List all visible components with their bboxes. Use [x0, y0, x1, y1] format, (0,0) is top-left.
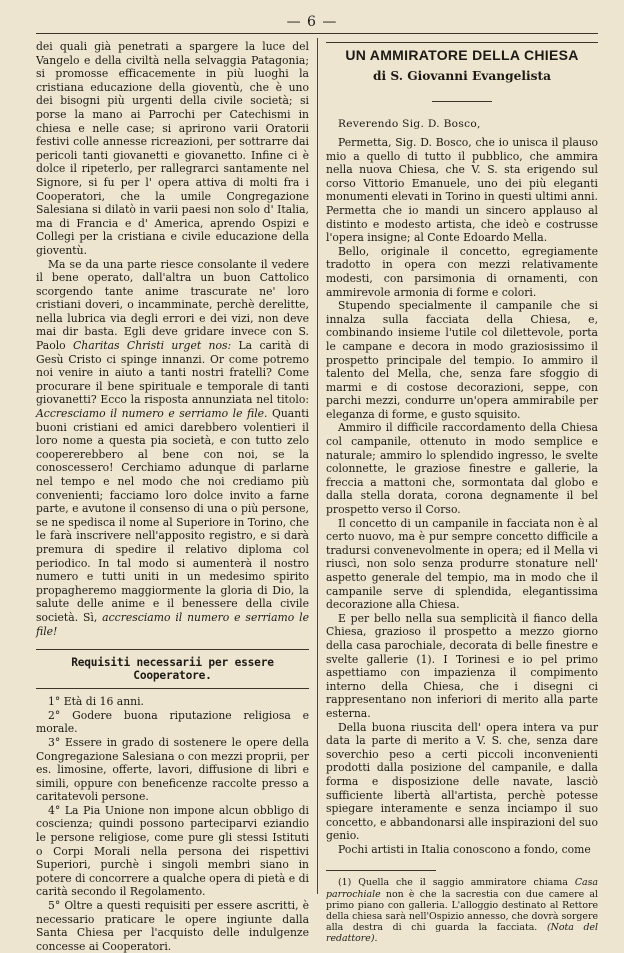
- latin-quote: Charitas Christi urget nos:: [73, 339, 232, 353]
- body-text: La carità di Gesù Cristo ci spinge innanzi. Or come potremo noi venire in aiuto a tanti nostri fratelli? Come procurare il bene spirituale e temporale di tanti giovanetti? Ecco la risposta annunziata nel titolo:: [36, 339, 310, 407]
- footnote-rule: [326, 870, 436, 871]
- footnote-italic: Casa parrochiale: [326, 877, 599, 900]
- footnote: [326, 877, 598, 944]
- right-column: [326, 40, 598, 945]
- column-divider: [317, 38, 318, 894]
- letter-paragraph: Bello, originale il concetto, egregiamente tradotto in opera con mezzi relativamente modesti, con parsimonia di ornamenti, con ammirevole armonia di forme e colori.: [326, 244, 598, 299]
- letter-paragraph: E per bello nella sua semplicità il fianco della Chiesa, grazioso il prospetto a mezzo giorno della casa parochiale, decorata di belle finestre e svelte gallerie (1). I Torinesi e io pel primo aspettiamo con impazienza il compimento interno della Chiesa, che i disegni ci rappresentano non inferiori di merito alla parte esterna.: [326, 611, 598, 720]
- salutation: Reverendo Sig. D. Bosco,: [338, 118, 481, 130]
- requisito-item: 2° Godere buona riputazione religiosa e morale.: [36, 708, 309, 736]
- requisito-item: 3° Essere in grado di sostenere le opere della Congregazione Salesiana o con mezzi proprii, per es. limosine, offerte, lavori, diffusione di libri e simili, oppure con beneficenze raccolte presso a caritatevoli persone.: [36, 735, 309, 804]
- letter-paragraph: Pochi artisti in Italia conoscono a fondo, come: [338, 842, 591, 856]
- left-column: [36, 40, 309, 953]
- page-number: — 6 —: [286, 14, 338, 30]
- section-separator: [36, 649, 309, 650]
- letter-paragraph: Permetta, Sig. D. Bosco, che io unisca il plauso mio a quello di tutto il pubblico, che ammira nella nuova Chiesa, che V. S. sta erigendo sul corso Vittorio Emanuele, uno dei più eleganti monumenti elevati in Torino in questi ultimi anni. Permetta che io mandi un sincero applauso al distinto e modesto artista, che ideò e costrusse l'opera insigne; al Conte Edoardo Mella.: [326, 136, 598, 245]
- requisiti-title: Requisiti necessarii per essere Cooperatore.: [71, 656, 274, 683]
- requisito-item: 4° La Pia Unione non impone alcun obbligo di coscienza; quindi possono parteciparvi eziandio le persone religiose, come pure gli stessi Istituti o Corpi Morali nella persona dei rispettivi Superiori, purchè i singoli membri siano in potere di concorrere a qualche opera di pietà e di carità secondo il Regolamento.: [36, 803, 309, 899]
- requisiti-list: [36, 695, 309, 953]
- intro-paragraph: dei quali già penetrati a spargere la luce del Vangelo e della civiltà nella selvaggia Patagonia; si promosse efficacemente in più luoghi la cristiana educazione della gioventù, che è uno dei bisogni più urgenti della civile società; si porse la mano ai Parrochi per Catechismi in chiesa e nelle case; si aprirono varii Oratorii festivi colle annesse ricreazioni, per sottrarre dai pericoli tanti giovanetti e giovanetto. Infine ci è dolce il ripeterlo, per rallegrarci santamente nel Signore, si fu per l' opera attiva di molti fra i Cooperatori, che la umile Congregazione Salesiana si dilatò in varii paesi non solo d' Italia, ma di Francia e d' America, aprendo Ospizi e Collegi per la cristiana e civile educazione della gioventù.: [36, 40, 309, 257]
- motto-closing: accresciamo il numero e serriamo le file!: [36, 610, 309, 638]
- header-rule: [36, 33, 598, 34]
- title-rule-top: [326, 42, 598, 43]
- body-paragraph: [36, 258, 309, 639]
- footnote-text: non è che la sacrestia con due camere al primo piano con galleria. L'alloggio destinato al Rettore della chiesa sarà nell'Ospizio annesso, che dovrà sorgere alla destra di chi guarda la facciata.: [326, 888, 599, 934]
- body-text: Ma se da una parte riesce consolante il vedere il bene operato, dall'altra un buon Cattolico scorgendo tante anime trascurate ne' loro cristiani doveri, o incamminate, perchè derelitte, nella lubrica via degli errori e dei vizi, non deve mai dir basta. Egli deve gridare invece con S. Paolo: [36, 257, 309, 353]
- motto: Accresciamo il numero e serriamo le file.: [36, 407, 268, 421]
- letter-paragraph: Stupendo specialmente il campanile che si innalza sulla facciata della Chiesa, e, combinando insieme l'utile col dilettevole, porta le campane e decora in modo graziosissimo il prospetto principale del tempio. Io ammiro il talento del Mella, che, senza fare sfoggio di marmi e di costose decorazioni, seppe, con parchi mezzi, condurre un'opera ammirabile per eleganza di forme, e gusto squisito.: [326, 299, 598, 421]
- footnote-note: (Nota del redattore).: [326, 922, 599, 945]
- footnote-text: (1) Quella che il saggio ammiratore chiama: [338, 877, 568, 889]
- body-text: Quanti buoni cristiani ed amici darebbero volentieri il loro nome a questa pia società, e con tutto zelo coopererebbero al bene con noi, se la conoscessero! Cerchiamo adunque di parlarne nel tempo e nel modo che noi crediamo più convenienti; facciamo loro dolce invito a farne parte, e avutone il consenso di una o più persone, se ne spedisca il nome al Superiore in Torino, che le farà inscrivere nell'apposito registro, e si darà premura di spedire il relativo diploma col periodico. In tal modo si aumenterà il nostro numero e tutti uniti in un medesimo spirito propagheremo maggiormente la gloria di Dio, la salute delle anime e il benessere della civile società. Sì,: [36, 407, 309, 624]
- short-rule: [432, 101, 492, 102]
- article-subtitle: di S. Giovanni Evangelista: [372, 69, 552, 83]
- letter-paragraph: Il concetto di un campanile in facciata non è al certo nuovo, ma è pur sempre concetto difficile a tradursi convenevolmente in opera; ed il Mella vi riuscì, non solo senza produrre stonature nell' aspetto generale del tempio, ma in modo che il campanile serve di splendida, elegantissima decorazione alla Chiesa.: [326, 516, 598, 612]
- letter-paragraph: Della buona riuscita dell' opera intera va pur data la parte di merito a V. S. che, senza dare soverchio peso a certi piccoli inconvenienti prodotti dalla posizione del campanile, e dalla forma e disposizione delle navate, lasciò sufficiente libertà all'artista, perchè potesse spiegare interamente e senza inciampo il suo concetto, e abbandonarsi alle inspirazioni del suo genio.: [326, 720, 598, 843]
- requisito-item: 5° Oltre a questi requisiti per essere ascritti, è necessario praticare le opere ingiunte dalla Santa Chiesa per l'acquisto delle indulgenze concesse ai Cooperatori.: [36, 899, 309, 953]
- section-separator: [36, 688, 309, 689]
- article-title: UN AMMIRATORE DELLA CHIESA: [345, 47, 579, 63]
- requisito-item: 1° Età di 16 anni.: [48, 695, 144, 709]
- letter-paragraph: Ammiro il difficile raccordamento della Chiesa col campanile, ottenuto in modo semplice e naturale; ammiro lo splendido ingresso, le svelte colonnette, le graziose finestre e gallerie, la freccia a mattoni che, sormontata dal globo e dalla stella dorata, corona degnamente il bel prospetto verso il Corso.: [326, 421, 598, 517]
